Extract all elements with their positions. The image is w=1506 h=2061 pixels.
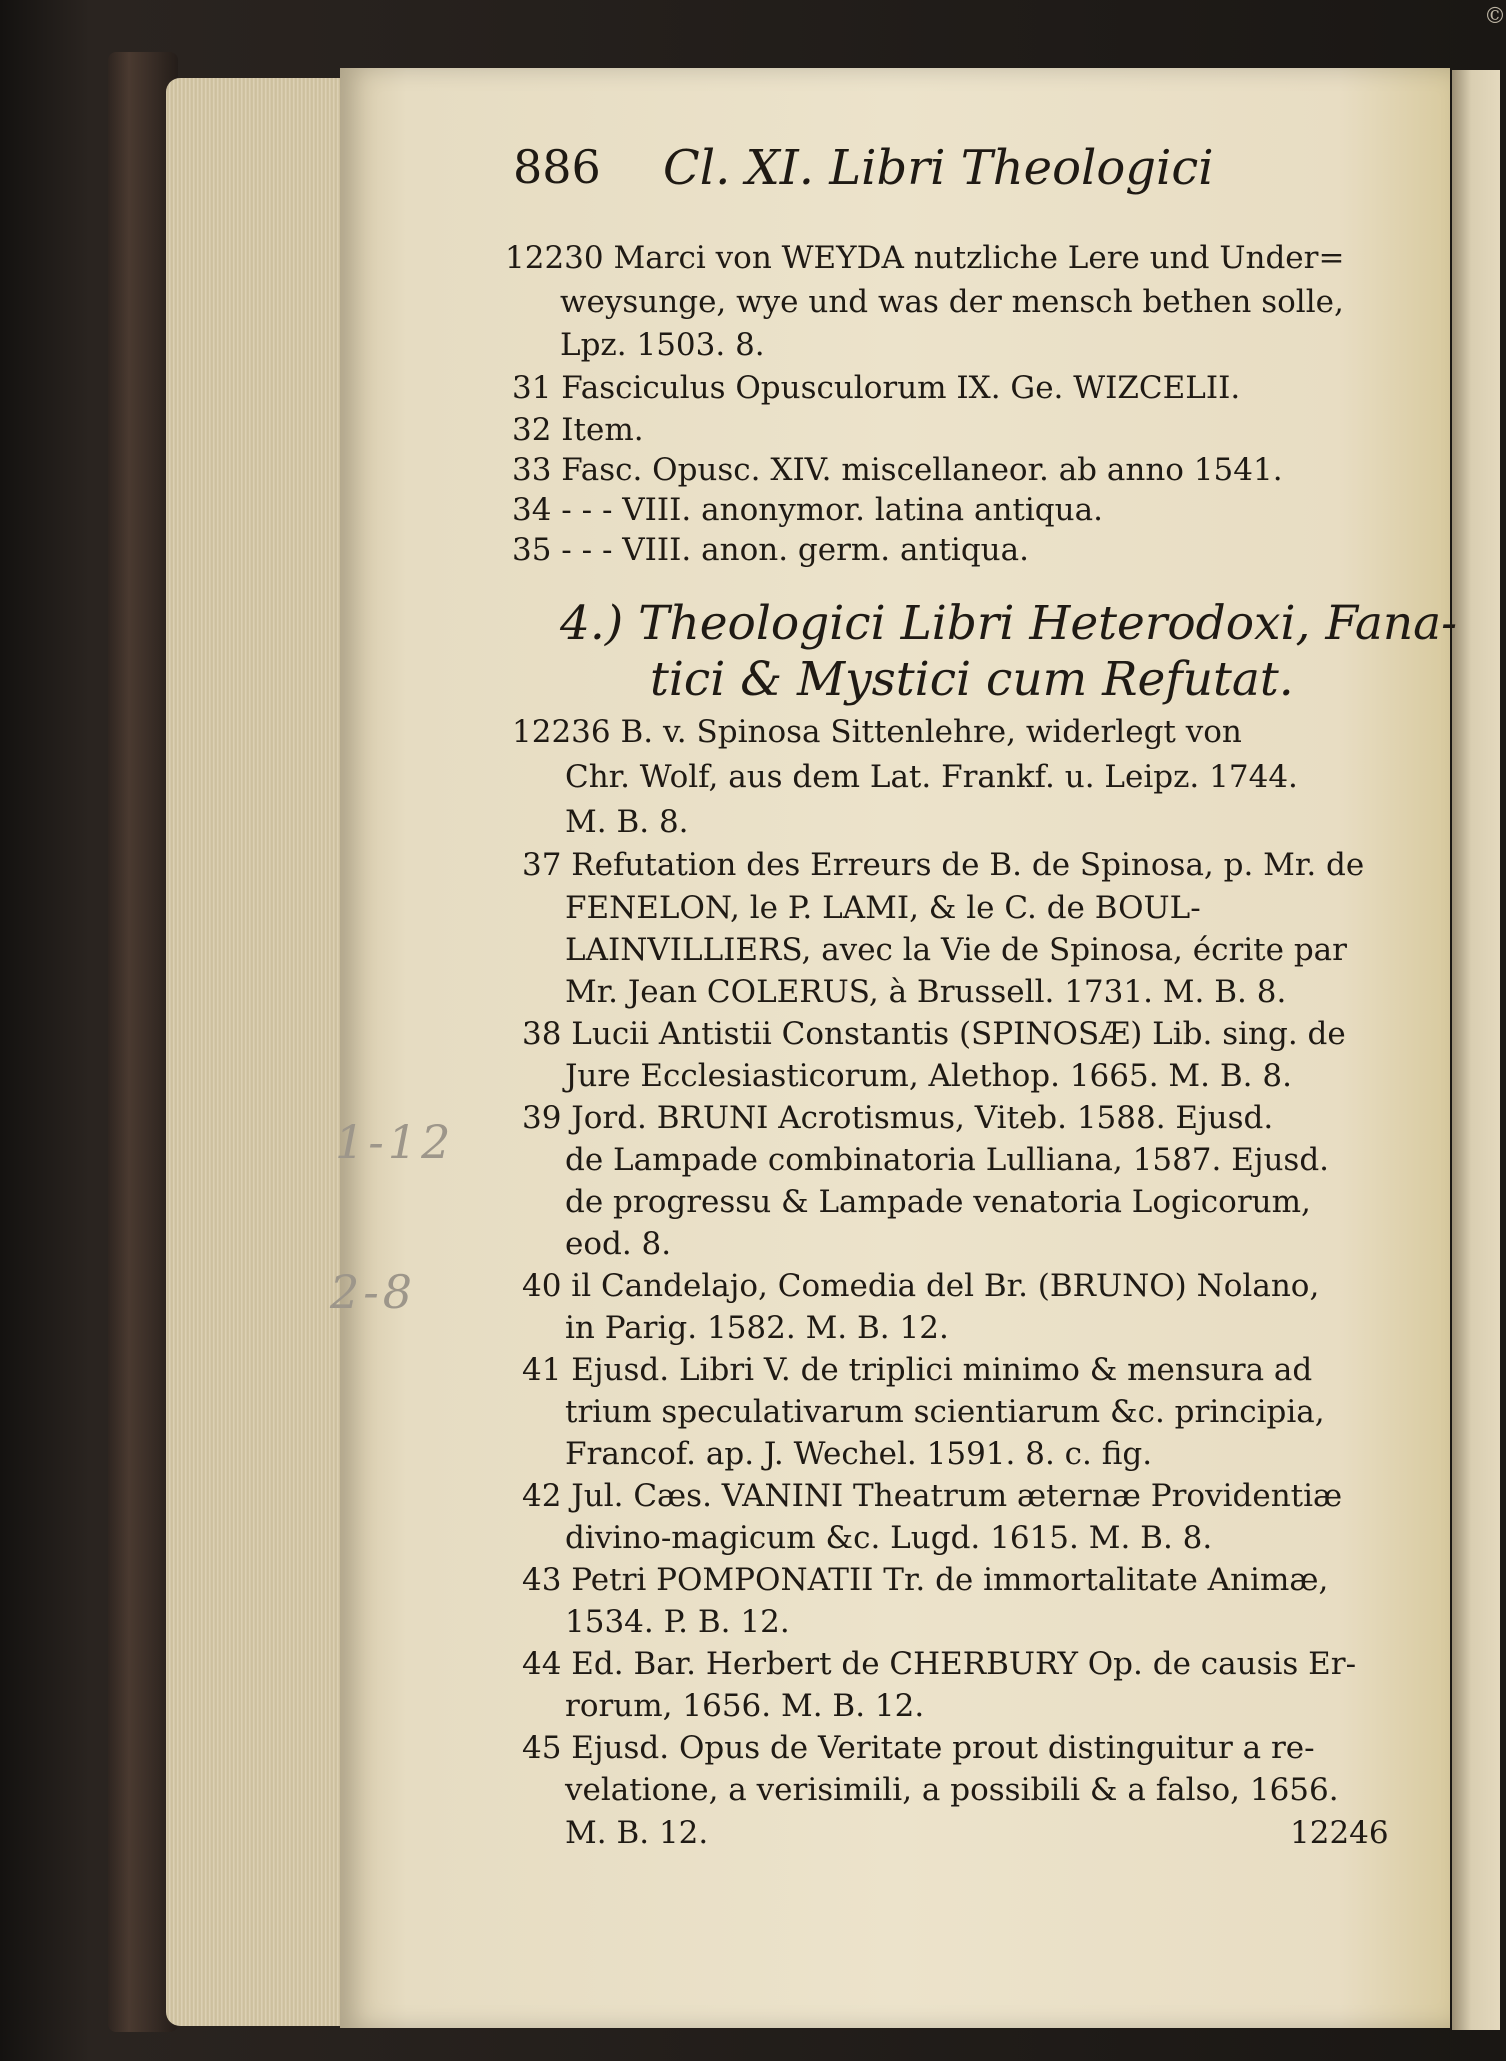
- entry-12236-line-3: M. B. 8.: [565, 804, 689, 840]
- entry-41-line-1: 41 Ejusd. Libri V. de triplici minimo & mensura ad: [522, 1352, 1313, 1388]
- entry-42-line-2: divino-magicum &c. Lugd. 1615. M. B. 8.: [565, 1520, 1213, 1556]
- entry-43-line-1: 43 Petri POMPONATII Tr. de immortalitate Animæ,: [522, 1562, 1329, 1598]
- margin-note-pencil-1: 1-12: [335, 1115, 455, 1169]
- entry-41-line-3: Francof. ap. J. Wechel. 1591. 8. c. fig.: [565, 1436, 1153, 1472]
- entry-43-line-2: 1534. P. B. 12.: [565, 1604, 790, 1640]
- running-title: Cl. XI. Libri Theologici: [663, 140, 1214, 196]
- margin-note-pencil-2: 2-8: [330, 1265, 417, 1319]
- entry-40-line-1: 40 il Candelajo, Comedia del Br. (BRUNO) Nolano,: [522, 1268, 1320, 1304]
- entry-37-line-3: LAINVILLIERS, avec la Vie de Spinosa, écrite par: [565, 932, 1347, 968]
- entry-38-line-1: 38 Lucii Antistii Constantis (SPINOSÆ) Lib. sing. de: [522, 1016, 1346, 1052]
- entry-32: 32 Item.: [512, 412, 644, 448]
- entry-37-line-1: 37 Refutation des Erreurs de B. de Spinosa, p. Mr. de: [522, 847, 1365, 883]
- entry-35: 35 - - - VIII. anon. germ. antiqua.: [512, 532, 1029, 568]
- entry-12236-line-1: 12236 B. v. Spinosa Sittenlehre, widerlegt von: [512, 714, 1242, 750]
- entry-45-line-2: velatione, a verisimili, a possibili & a falso, 1656.: [565, 1772, 1339, 1808]
- entry-12230-line-3: Lpz. 1503. 8.: [560, 327, 765, 363]
- entry-37-line-4: Mr. Jean COLERUS, à Brussell. 1731. M. B. 8.: [565, 974, 1287, 1010]
- entry-34: 34 - - - VIII. anonymor. latina antiqua.: [512, 492, 1103, 528]
- last-line-text: M. B. 12.: [565, 1815, 709, 1851]
- entry-38-line-2: Jure Ecclesiasticorum, Alethop. 1665. M. B. 8.: [565, 1058, 1292, 1094]
- page-number: 886: [513, 140, 601, 194]
- entry-37-line-2: FENELON, le P. LAMI, & le C. de BOUL-: [565, 890, 1201, 926]
- entry-45-line-1: 45 Ejusd. Opus de Veritate prout distinguitur a re-: [522, 1730, 1315, 1766]
- entry-12230-line-1: 12230 Marci von WEYDA nutzliche Lere und Under=: [505, 240, 1345, 276]
- corner-mark: ©: [1484, 4, 1506, 29]
- entry-33: 33 Fasc. Opusc. XIV. miscellaneor. ab anno 1541.: [512, 452, 1283, 488]
- page-block-edge: [166, 78, 362, 2026]
- entry-39-line-4: eod. 8.: [565, 1226, 672, 1262]
- entry-39-line-2: de Lampade combinatoria Lulliana, 1587. Ejusd.: [565, 1142, 1330, 1178]
- entry-44-line-1: 44 Ed. Bar. Herbert de CHERBURY Op. de causis Er-: [522, 1646, 1357, 1682]
- entry-12230-line-2: weysunge, wye und was der mensch bethen solle,: [560, 284, 1344, 320]
- entry-44-line-2: rorum, 1656. M. B. 12.: [565, 1688, 925, 1724]
- entry-31: 31 Fasciculus Opusculorum IX. Ge. WIZCELII.: [512, 370, 1241, 406]
- page-header: [513, 140, 1413, 210]
- section-heading-line-1: 4.) Theologici Libri Heterodoxi, Fana-: [560, 596, 1458, 651]
- entry-12236-line-2: Chr. Wolf, aus dem Lat. Frankf. u. Leipz. 1744.: [565, 759, 1298, 795]
- entry-41-line-2: trium speculativarum scientiarum &c. principia,: [565, 1394, 1325, 1430]
- entry-42-line-1: 42 Jul. Cæs. VANINI Theatrum æternæ Providentiæ: [522, 1478, 1343, 1514]
- entry-39-line-3: de progressu & Lampade venatoria Logicorum,: [565, 1184, 1311, 1220]
- entry-39-line-1: 39 Jord. BRUNI Acrotismus, Viteb. 1588. Ejusd.: [522, 1100, 1274, 1136]
- entry-40-line-2: in Parig. 1582. M. B. 12.: [565, 1310, 949, 1346]
- catchword: 12246: [1290, 1815, 1389, 1851]
- section-heading-line-2: tici & Mystici cum Refutat.: [650, 652, 1294, 707]
- facing-page-edge: [1452, 70, 1500, 2030]
